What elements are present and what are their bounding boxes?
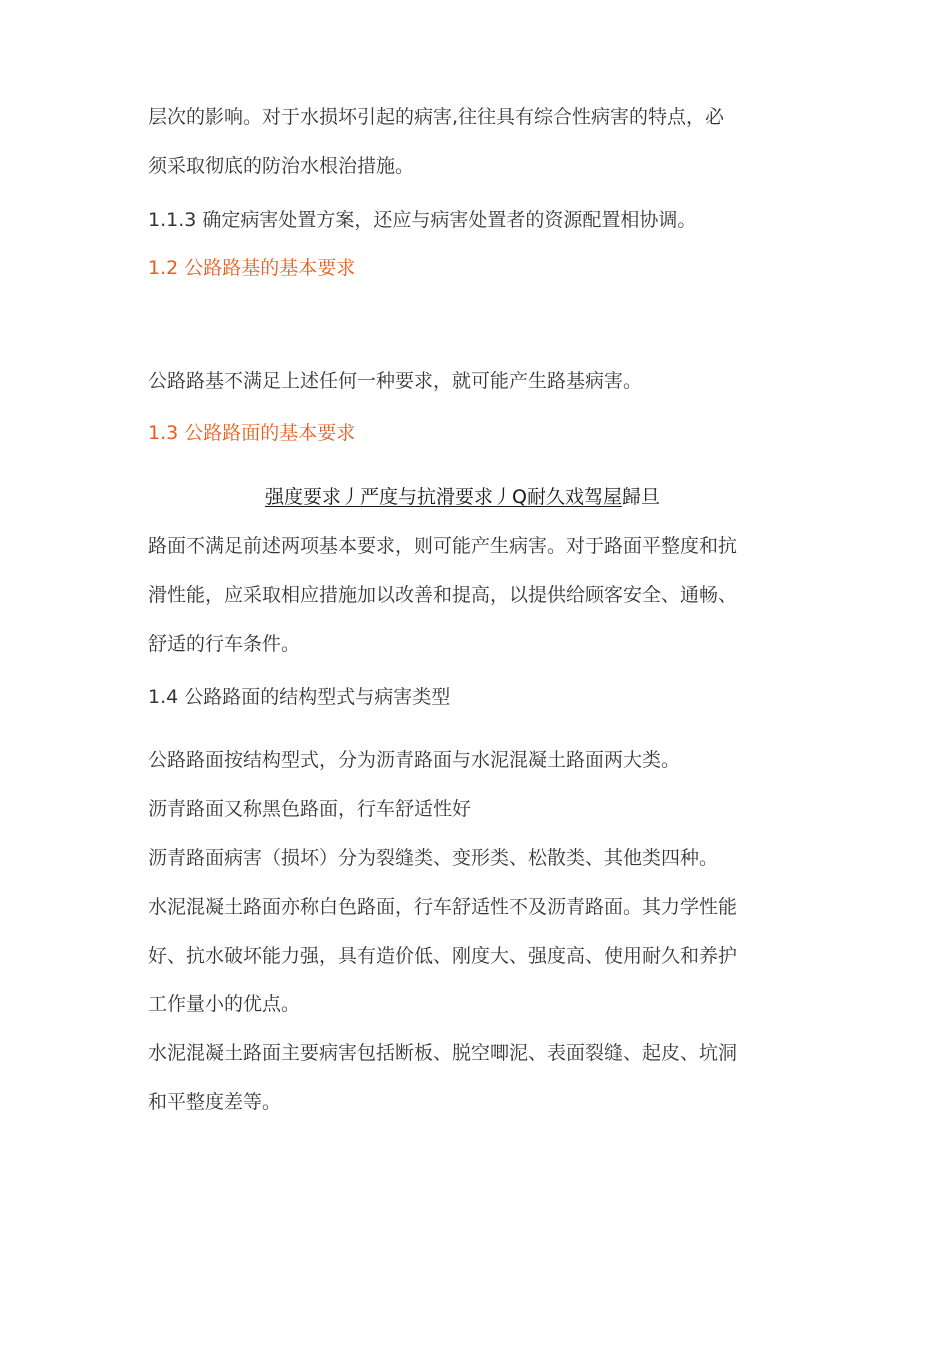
paragraph-concrete-line-2: 好、抗水破坏能力强，具有造价低、刚度大、强度高、使用耐久和养护: [148, 945, 738, 967]
paragraph-water-damage-line-1: 层次的影响。对于水损坏引起的病害,往往具有综合性病害的特点，必: [148, 106, 725, 128]
paragraph-pavement-line-3: 舒适的行车条件。: [148, 633, 301, 655]
paragraph-asphalt-damage: 沥青路面病害（损坏）分为裂缝类、变形类、松散类、其他类四种。: [148, 847, 719, 869]
heading-1-2: 1.2 公路路基的基本要求: [148, 257, 356, 279]
heading-1-4: 1.4 公路路面的结构型式与病害类型: [148, 686, 451, 708]
item-1-1-3: 1.1.3 确定病害处置方案，还应与病害处置者的资源配置相协调。: [148, 209, 697, 231]
figure-caption-trailing: 歸旦: [621, 486, 660, 508]
paragraph-subgrade: 公路路基不满足上述任何一种要求，就可能产生路基病害。: [148, 370, 643, 392]
paragraph-concrete-line-1: 水泥混凝土路面亦称白色路面，行车舒适性不及沥青路面。其力学性能: [148, 896, 738, 918]
paragraph-pavement-line-1: 路面不满足前述两项基本要求，则可能产生病害。对于路面平整度和抗: [148, 535, 738, 557]
paragraph-water-damage-line-2: 须采取彻底的防治水根治措施。: [148, 155, 415, 177]
paragraph-asphalt: 沥青路面又称黑色路面，行车舒适性好: [148, 798, 472, 820]
paragraph-pavement-line-2: 滑性能，应采取相应措施加以改善和提高，以提供给顾客安全、通畅、: [148, 584, 738, 606]
paragraph-pavement-types: 公路路面按结构型式，分为沥青路面与水泥混凝土路面两大类。: [148, 749, 681, 771]
paragraph-concrete-damage-line-2: 和平整度差等。: [148, 1091, 282, 1113]
paragraph-concrete-damage-line-1: 水泥混凝土路面主要病害包括断板、脱空唧泥、表面裂缝、起皮、坑洞: [148, 1042, 738, 1064]
figure-caption: [265, 485, 660, 509]
paragraph-concrete-line-3: 工作量小的优点。: [148, 993, 301, 1015]
figure-caption-underlined: 强度要求丿严度与抗滑要求丿Q耐久戏驾屋: [265, 486, 622, 508]
heading-1-3: 1.3 公路路面的基本要求: [148, 422, 356, 444]
